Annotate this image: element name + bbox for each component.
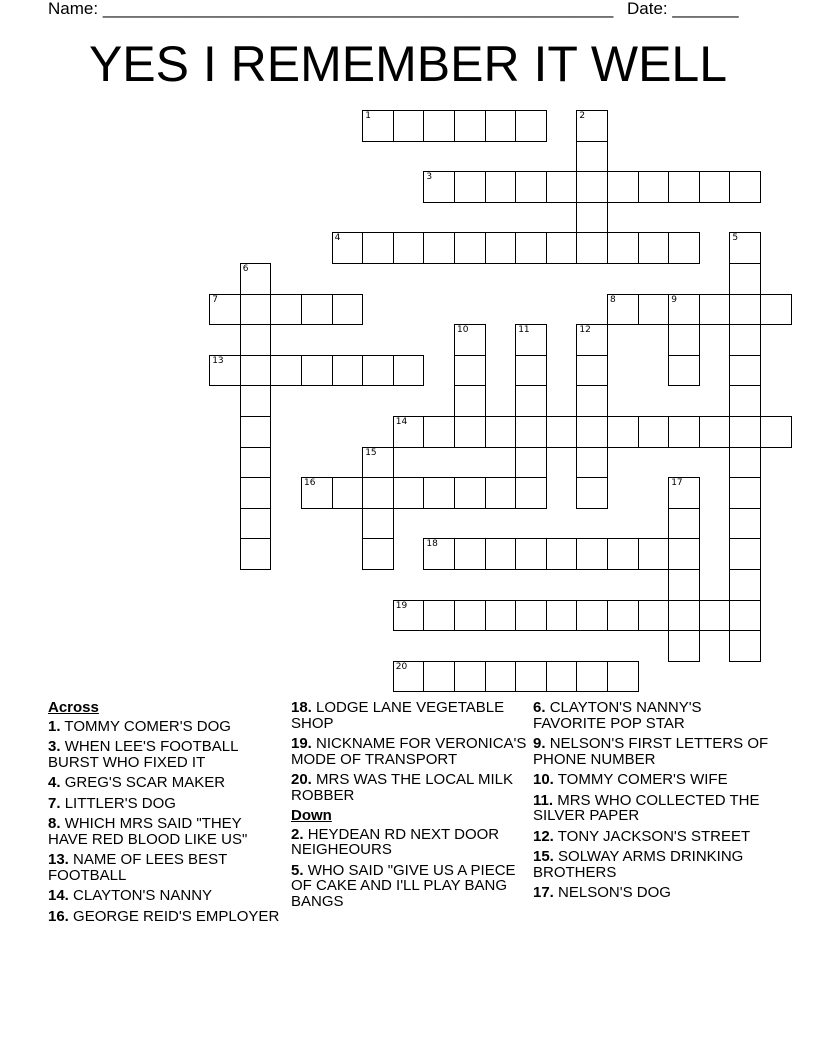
grid-cell[interactable]: [576, 477, 608, 509]
grid-cell[interactable]: [576, 232, 608, 264]
grid-cell[interactable]: [240, 385, 272, 417]
grid-cell[interactable]: [240, 477, 272, 509]
clue-item: [533, 772, 769, 788]
clue-item: [533, 793, 769, 824]
grid-cell[interactable]: [576, 661, 608, 693]
grid-cell[interactable]: [515, 477, 547, 509]
grid-cell[interactable]: [454, 324, 486, 356]
grid-cell[interactable]: [423, 477, 455, 509]
clue-item-text: NAME OF LEES BEST FOOTBALL: [48, 851, 227, 884]
clue-item: [291, 863, 527, 910]
grid-cell[interactable]: [454, 232, 486, 264]
clue-item-text: WHICH MRS SAID "THEY HAVE RED BLOOD LIKE US": [48, 815, 248, 848]
grid-cell[interactable]: [240, 324, 272, 356]
grid-cell[interactable]: [576, 110, 608, 142]
clue-item-text: TONY JACKSON'S STREET: [557, 827, 751, 845]
grid-cell[interactable]: [393, 477, 425, 509]
clue-item-text: MRS WAS THE LOCAL MILK ROBBER: [291, 771, 514, 804]
grid-cell[interactable]: [576, 600, 608, 632]
clue-item-number: 9.: [533, 735, 546, 752]
grid-cell[interactable]: [332, 294, 364, 326]
grid-cell[interactable]: [515, 355, 547, 387]
name-label: Name:: [48, 0, 99, 18]
grid-cell[interactable]: [576, 171, 608, 203]
grid-cell[interactable]: [423, 110, 455, 142]
grid-cell[interactable]: [485, 600, 517, 632]
grid-cell[interactable]: [668, 538, 700, 570]
clue-item-number: 11.: [533, 791, 554, 809]
grid-cell[interactable]: [362, 477, 394, 509]
grid-cell[interactable]: [668, 600, 700, 632]
grid-cell[interactable]: [729, 385, 761, 417]
clue-item-text: GREG'S SCAR MAKER: [64, 774, 226, 791]
grid-cell[interactable]: [485, 171, 517, 203]
grid-cell[interactable]: [760, 294, 792, 326]
grid-cell[interactable]: [638, 294, 670, 326]
clue-number: 14: [395, 417, 408, 427]
grid-cell[interactable]: [485, 477, 517, 509]
grid-cell[interactable]: [362, 538, 394, 570]
grid-cell[interactable]: [240, 355, 272, 387]
grid-cell[interactable]: [760, 416, 792, 448]
clue-item-text: TOMMY COMER'S WIFE: [557, 771, 728, 788]
grid-cell[interactable]: [393, 416, 425, 448]
clue-column-3: [533, 700, 769, 906]
clue-item-number: 3.: [48, 738, 61, 755]
grid-cell[interactable]: [576, 385, 608, 417]
clue-item: [48, 796, 284, 812]
grid-cell[interactable]: [729, 630, 761, 662]
grid-cell[interactable]: [454, 538, 486, 570]
grid-cell[interactable]: [454, 416, 486, 448]
clue-item-text: LODGE LANE VEGETABLE SHOP: [291, 699, 505, 732]
grid-cell[interactable]: [699, 171, 731, 203]
grid-cell[interactable]: [699, 294, 731, 326]
grid-cell[interactable]: [240, 447, 272, 479]
grid-cell[interactable]: [729, 232, 761, 264]
grid-cell[interactable]: [515, 416, 547, 448]
grid-cell[interactable]: [485, 538, 517, 570]
clue-number: 16: [304, 478, 316, 489]
clue-number: 6: [242, 264, 249, 274]
clue-column-2: [291, 700, 527, 914]
grid-cell[interactable]: [607, 661, 639, 693]
clue-item-number: 16.: [48, 907, 69, 925]
grid-cell[interactable]: [332, 355, 364, 387]
grid-cell[interactable]: [393, 600, 425, 632]
grid-cell[interactable]: [240, 263, 272, 295]
grid-cell[interactable]: [638, 416, 670, 448]
puzzle-title: YES I REMEMBER IT WELL: [88, 36, 728, 92]
clue-number: 5: [732, 233, 739, 244]
grid-cell[interactable]: [729, 355, 761, 387]
grid-cell[interactable]: [607, 171, 639, 203]
grid-cell[interactable]: [729, 600, 761, 632]
grid-cell[interactable]: [362, 355, 394, 387]
clue-item-number: 12.: [533, 827, 554, 845]
clue-item: [533, 700, 769, 731]
grid-cell[interactable]: [668, 324, 700, 356]
date-label: Date:: [627, 0, 668, 18]
grid-cell[interactable]: [270, 294, 302, 326]
grid-cell[interactable]: [729, 294, 761, 326]
clue-item: [48, 816, 284, 847]
grid-cell[interactable]: [209, 355, 241, 387]
grid-cell[interactable]: [576, 324, 608, 356]
grid-cell[interactable]: [729, 447, 761, 479]
grid-cell[interactable]: [576, 447, 608, 479]
grid-cell[interactable]: [607, 538, 639, 570]
grid-cell[interactable]: [515, 538, 547, 570]
grid-cell[interactable]: [301, 294, 333, 326]
date-line: _______: [672, 0, 739, 18]
grid-cell[interactable]: [576, 141, 608, 173]
clue-item-text: TOMMY COMER'S DOG: [64, 717, 231, 735]
grid-cell[interactable]: [240, 416, 272, 448]
grid-cell[interactable]: [423, 661, 455, 693]
clue-item-text: WHO SAID "GIVE US A PIECE OF CAKE AND I'LL PLAY BANG BANGS: [291, 861, 516, 910]
grid-cell[interactable]: [515, 600, 547, 632]
clue-number: 9: [671, 294, 677, 305]
grid-cell[interactable]: [393, 110, 425, 142]
clue-item-text: CLAYTON'S NANNY'S FAVORITE POP STAR: [533, 699, 702, 732]
grid-cell[interactable]: [576, 202, 608, 234]
grid-cell[interactable]: [332, 477, 364, 509]
clue-item-number: 18.: [291, 699, 312, 716]
grid-cell[interactable]: [729, 538, 761, 570]
clue-item-text: WHEN LEE'S FOOTBALL BURST WHO FIXED IT: [48, 738, 238, 771]
clue-item: [533, 849, 769, 880]
clue-item: [533, 885, 769, 901]
clue-item: [48, 775, 284, 791]
clue-item-number: 2.: [291, 825, 304, 843]
clue-item-number: 8.: [48, 815, 61, 832]
clue-item-number: 20.: [291, 771, 312, 788]
grid-cell[interactable]: [209, 294, 241, 326]
grid-cell[interactable]: [515, 171, 547, 203]
grid-cell[interactable]: [423, 232, 455, 264]
grid-cell[interactable]: [393, 355, 425, 387]
grid-cell[interactable]: [729, 416, 761, 448]
clue-number: 7: [212, 294, 218, 305]
grid-cell[interactable]: [270, 355, 302, 387]
grid-cell[interactable]: [423, 416, 455, 448]
grid-cell[interactable]: [729, 324, 761, 356]
clue-number: 17: [671, 478, 683, 489]
clue-item-number: 1.: [48, 717, 61, 735]
clue-item: [48, 739, 284, 770]
grid-cell[interactable]: [301, 477, 333, 509]
clue-item-text: HEYDEAN RD NEXT DOOR NEIGHEOURS: [291, 825, 500, 858]
grid-cell[interactable]: [546, 538, 578, 570]
grid-cell[interactable]: [454, 661, 486, 693]
grid-cell[interactable]: [638, 232, 670, 264]
clue-item: [291, 736, 527, 767]
grid-cell[interactable]: [668, 630, 700, 662]
grid-cell[interactable]: [699, 600, 731, 632]
grid-cell[interactable]: [301, 355, 333, 387]
grid-cell[interactable]: [515, 385, 547, 417]
grid-cell[interactable]: [362, 508, 394, 540]
clue-item-text: GEORGE REID'S EMPLOYER: [73, 907, 280, 925]
grid-cell[interactable]: [546, 171, 578, 203]
grid-cell[interactable]: [515, 232, 547, 264]
grid-cell[interactable]: [576, 416, 608, 448]
clue-item-number: 17.: [533, 884, 554, 901]
clue-item-text: LITTLER'S DOG: [64, 794, 176, 812]
grid-cell[interactable]: [393, 232, 425, 264]
grid-cell[interactable]: [668, 294, 700, 326]
grid-cell[interactable]: [729, 263, 761, 295]
clue-item-text: NELSON'S FIRST LETTERS OF PHONE NUMBER: [533, 735, 769, 768]
grid-cell[interactable]: [515, 324, 547, 356]
clue-item: [291, 827, 527, 858]
grid-cell[interactable]: [729, 477, 761, 509]
grid-cell[interactable]: [454, 171, 486, 203]
clue-number: 8: [610, 294, 616, 305]
grid-cell[interactable]: [699, 416, 731, 448]
grid-cell[interactable]: [423, 600, 455, 632]
clue-item: [291, 772, 527, 803]
grid-cell[interactable]: [668, 477, 700, 509]
grid-cell[interactable]: [546, 232, 578, 264]
clue-number: 10: [457, 325, 469, 336]
clue-number: 15: [365, 447, 377, 458]
grid-cell[interactable]: [485, 416, 517, 448]
grid-cell[interactable]: [240, 538, 272, 570]
grid-cell[interactable]: [393, 661, 425, 693]
grid-cell[interactable]: [515, 110, 547, 142]
grid-cell[interactable]: [668, 416, 700, 448]
clue-item-number: 5.: [291, 861, 304, 879]
grid-cell[interactable]: [638, 171, 670, 203]
clue-item-number: 6.: [533, 699, 546, 716]
clue-item: [48, 719, 284, 735]
grid-cell[interactable]: [454, 477, 486, 509]
across-heading: Across: [48, 699, 99, 716]
grid-cell[interactable]: [454, 600, 486, 632]
grid-cell[interactable]: [362, 447, 394, 479]
clue-item-text: CLAYTON'S NANNY: [73, 887, 213, 904]
grid-cell[interactable]: [729, 569, 761, 601]
clue-number: 11: [518, 325, 530, 336]
grid-cell[interactable]: [454, 110, 486, 142]
clue-item-text: NICKNAME FOR VERONICA'S MODE OF TRANSPORT: [291, 735, 527, 768]
name-line: ______________________________________________________: [102, 0, 614, 18]
clue-item-number: 15.: [533, 848, 554, 865]
clue-column-1: [48, 700, 284, 929]
clue-item-number: 10.: [533, 771, 554, 788]
grid-cell[interactable]: [729, 508, 761, 540]
grid-cell[interactable]: [576, 355, 608, 387]
grid-cell[interactable]: [485, 661, 517, 693]
clue-item: [291, 700, 527, 731]
grid-cell[interactable]: [240, 508, 272, 540]
clue-number: 2: [579, 111, 586, 121]
clue-item-number: 13.: [48, 851, 69, 868]
clue-item-text: SOLWAY ARMS DRINKING BROTHERS: [533, 848, 744, 881]
grid-cell[interactable]: [546, 600, 578, 632]
grid-cell[interactable]: [454, 385, 486, 417]
grid-cell[interactable]: [485, 110, 517, 142]
grid-cell[interactable]: [362, 110, 394, 142]
grid-cell[interactable]: [515, 661, 547, 693]
clue-item: [48, 852, 284, 883]
clue-number: 13: [212, 355, 224, 366]
clue-item: [533, 736, 769, 767]
grid-cell[interactable]: [485, 232, 517, 264]
grid-cell[interactable]: [240, 294, 272, 326]
clue-number: 1: [365, 111, 371, 121]
grid-cell[interactable]: [668, 171, 700, 203]
clue-item-number: 4.: [48, 774, 61, 791]
clue-item-text: NELSON'S DOG: [558, 884, 671, 901]
grid-cell[interactable]: [668, 355, 700, 387]
grid-cell[interactable]: [729, 171, 761, 203]
clue-item: [48, 888, 284, 904]
grid-cell[interactable]: [668, 232, 700, 264]
grid-cell[interactable]: [423, 171, 455, 203]
clue-item-number: 19.: [291, 735, 312, 752]
clue-number: 4: [334, 233, 341, 244]
grid-cell[interactable]: [638, 538, 670, 570]
clue-number: 20: [395, 661, 408, 672]
grid-cell[interactable]: [546, 661, 578, 693]
grid-cell[interactable]: [607, 232, 639, 264]
clue-number: 3: [426, 172, 433, 183]
grid-cell[interactable]: [607, 600, 639, 632]
clue-number: 19: [395, 600, 408, 611]
clue-item: [48, 909, 284, 925]
clue-number: 18: [426, 539, 438, 550]
clue-number: 12: [579, 325, 591, 336]
down-heading: Down: [291, 807, 332, 824]
grid-cell[interactable]: [668, 508, 700, 540]
grid-cell[interactable]: [332, 232, 364, 264]
grid-cell[interactable]: [454, 355, 486, 387]
grid-cell[interactable]: [362, 232, 394, 264]
clue-item-number: 14.: [48, 887, 69, 904]
clue-item: [533, 829, 769, 845]
grid-cell[interactable]: [515, 447, 547, 479]
grid-cell[interactable]: [576, 538, 608, 570]
grid-cell[interactable]: [546, 416, 578, 448]
grid-cell[interactable]: [668, 569, 700, 601]
grid-cell[interactable]: [607, 416, 639, 448]
grid-cell[interactable]: [423, 538, 455, 570]
grid-cell[interactable]: [607, 294, 639, 326]
clue-item-number: 7.: [48, 794, 61, 812]
clue-item-text: MRS WHO COLLECTED THE SILVER PAPER: [533, 791, 760, 824]
grid-cell[interactable]: [638, 600, 670, 632]
